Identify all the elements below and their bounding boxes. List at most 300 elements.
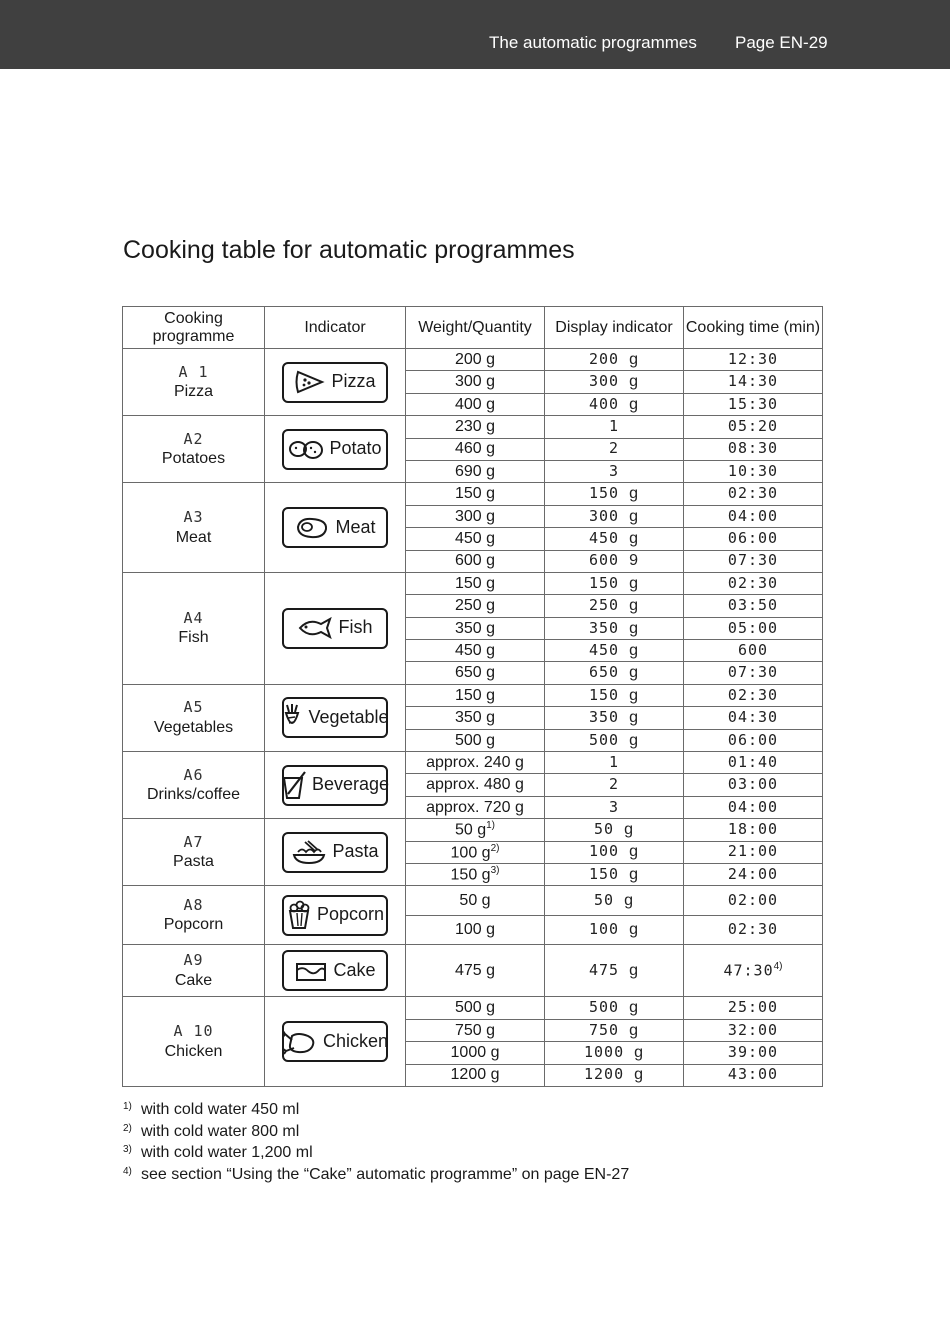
- weight-value: 300 g: [454, 507, 496, 525]
- time-cell: [684, 505, 823, 527]
- footnote: [123, 1161, 629, 1183]
- time-value: 02:30: [727, 685, 779, 704]
- weight-cell: [406, 1019, 545, 1041]
- display-cell: [545, 528, 684, 550]
- indicator-cell: [265, 572, 406, 684]
- programme-cell: [123, 819, 265, 886]
- footnote-mark: 3): [123, 1144, 132, 1155]
- display-cell: [545, 819, 684, 841]
- time-value: 05:00: [727, 618, 779, 637]
- weight-cell: [406, 1042, 545, 1064]
- display-cell: [545, 841, 684, 863]
- weight-value: 400 g: [454, 395, 496, 413]
- indicator-button-cake: [282, 950, 388, 991]
- time-value: 02:30: [727, 573, 779, 592]
- indicator-label: Fish: [338, 617, 373, 638]
- indicator-label: Vegetable: [308, 707, 389, 728]
- cake-icon: [294, 959, 328, 983]
- programme-name: Pizza: [173, 383, 214, 401]
- display-cell: [545, 505, 684, 527]
- time-value: 14:30: [727, 372, 779, 391]
- weight-cell: [406, 863, 545, 885]
- weight-cell: [406, 796, 545, 818]
- display-cell: [545, 550, 684, 572]
- weight-cell: [406, 617, 545, 639]
- vegetable-icon: [281, 703, 303, 733]
- display-unit: g: [629, 865, 639, 883]
- time-value: 43:00: [727, 1065, 779, 1084]
- time-value: 02:30: [727, 484, 779, 503]
- weight-value: 450 g: [454, 641, 496, 659]
- display-unit: g: [629, 921, 639, 939]
- time-cell: [684, 729, 823, 751]
- display-digits: 450: [589, 529, 620, 548]
- display-digits: 250: [589, 596, 620, 615]
- programme-name: Meat: [175, 528, 212, 546]
- weight-value: 475 g: [454, 962, 496, 980]
- table-row: [123, 752, 823, 774]
- display-value: [609, 753, 619, 771]
- display-cell: [545, 707, 684, 729]
- display-digits: 350: [589, 618, 620, 637]
- display-digits: 150: [589, 685, 620, 704]
- display-cell: [545, 416, 684, 438]
- weight-value: 690 g: [454, 462, 496, 480]
- display-cell: [545, 1064, 684, 1086]
- display-unit: g: [629, 530, 639, 548]
- display-value: [589, 484, 639, 502]
- time-cell: [684, 483, 823, 505]
- display-digits: 400: [589, 394, 620, 413]
- display-value: [589, 865, 639, 883]
- display-value: [594, 891, 634, 909]
- table-row: [123, 819, 823, 841]
- column-header-display: Display indicator: [545, 307, 684, 349]
- programme-code: A4: [183, 608, 204, 627]
- column-header-programme: Cooking programme: [123, 307, 265, 349]
- display-digits: 1000: [583, 1043, 625, 1062]
- display-cell: [545, 617, 684, 639]
- footnote: [123, 1139, 629, 1161]
- indicator-cell: [265, 349, 406, 416]
- display-unit: g: [629, 709, 639, 727]
- programme-cell: [123, 684, 265, 751]
- time-cell: [684, 572, 823, 594]
- display-value: [589, 395, 639, 413]
- display-cell: [545, 863, 684, 885]
- display-digits: 450: [589, 640, 620, 659]
- display-unit: g: [629, 731, 639, 749]
- display-digits: 300: [589, 372, 620, 391]
- chicken-icon: [282, 1028, 318, 1056]
- cooking-table: [122, 306, 823, 1087]
- display-cell: [545, 393, 684, 415]
- indicator-label: Pizza: [331, 371, 376, 392]
- time-value: 24:00: [727, 864, 779, 883]
- footnotes: [123, 1096, 629, 1182]
- weight-cell: [406, 550, 545, 572]
- display-value: [589, 998, 639, 1016]
- programme-code: A6: [183, 765, 204, 784]
- display-cell: [545, 1019, 684, 1041]
- display-cell: [545, 915, 684, 945]
- time-value: 32:00: [727, 1020, 779, 1039]
- weight-value: 50 g: [454, 821, 487, 839]
- time-value: 08:30: [727, 439, 779, 458]
- display-digits: 200: [589, 349, 620, 368]
- weight-value: 200 g: [454, 350, 496, 368]
- time-value: 12:30: [727, 349, 779, 368]
- weight-cell: [406, 886, 545, 916]
- display-unit: g: [629, 999, 639, 1017]
- indicator-button-chicken: [282, 1021, 388, 1062]
- time-value: 03:50: [727, 596, 779, 615]
- display-digits: 350: [589, 708, 620, 727]
- weight-cell: [406, 1064, 545, 1086]
- footnote-ref: 1): [486, 820, 496, 832]
- display-unit: g: [629, 350, 639, 368]
- display-cell: [545, 483, 684, 505]
- display-value: [594, 820, 634, 838]
- display-digits: 750: [589, 1020, 620, 1039]
- programme-name: Drinks/coffee: [146, 786, 241, 804]
- indicator-cell: [265, 684, 406, 751]
- time-cell: [684, 371, 823, 393]
- meat-icon: [294, 515, 330, 541]
- footnote-ref: 4): [773, 961, 783, 973]
- display-value: [589, 641, 639, 659]
- programme-cell: [123, 483, 265, 573]
- weight-value: 450 g: [454, 530, 496, 548]
- weight-cell: [406, 505, 545, 527]
- table-row: [123, 886, 823, 916]
- display-cell: [545, 796, 684, 818]
- weight-cell: [406, 841, 545, 863]
- footnote: [123, 1118, 629, 1140]
- indicator-button-pasta: [282, 832, 388, 873]
- display-unit: g: [629, 574, 639, 592]
- programme-code: A7: [183, 832, 204, 851]
- pasta-icon: [291, 839, 327, 865]
- display-digits: 3: [608, 797, 620, 816]
- indicator-label: Cake: [333, 959, 376, 980]
- time-cell: [684, 617, 823, 639]
- weight-value: 600 g: [454, 552, 496, 570]
- indicator-button-pizza: [282, 362, 388, 403]
- indicator-label: Chicken: [322, 1030, 389, 1051]
- time-cell: [684, 684, 823, 706]
- weight-value: approx. 480 g: [426, 776, 524, 794]
- time-value: 02:00: [727, 890, 779, 909]
- programme-name: Vegetables: [153, 718, 234, 736]
- display-cell: [545, 572, 684, 594]
- display-unit: g: [634, 1066, 645, 1084]
- display-digits: 50: [594, 820, 615, 839]
- display-unit: g: [629, 843, 639, 861]
- display-cell: [545, 997, 684, 1019]
- header-page-number: Page EN-29: [735, 33, 828, 52]
- weight-value: 500 g: [454, 731, 496, 749]
- footnote-ref: 3): [490, 865, 500, 877]
- display-digits: 600: [589, 551, 620, 570]
- weight-cell: [406, 393, 545, 415]
- weight-cell: [406, 774, 545, 796]
- weight-value: 300 g: [454, 373, 496, 391]
- time-cell: [684, 1019, 823, 1041]
- display-cell: [545, 945, 684, 997]
- time-cell: [684, 915, 823, 945]
- indicator-label: Meat: [335, 516, 376, 537]
- display-value: [589, 1021, 639, 1039]
- display-value: [589, 507, 639, 525]
- display-unit: g: [629, 619, 639, 637]
- weight-value: 650 g: [454, 664, 496, 682]
- weight-value: 50 g: [459, 891, 491, 909]
- column-header-weight: Weight/Quantity: [406, 307, 545, 349]
- display-digits: 1: [608, 417, 620, 436]
- weight-value: 1200 g: [450, 1066, 500, 1084]
- time-value: 07:30: [727, 551, 779, 570]
- weight-value: 230 g: [454, 418, 496, 436]
- page-title: Cooking table for automatic programmes: [123, 236, 575, 264]
- time-cell: [684, 528, 823, 550]
- display-cell: [545, 752, 684, 774]
- time-cell: [684, 1064, 823, 1086]
- time-cell: [684, 460, 823, 482]
- weight-cell: [406, 707, 545, 729]
- weight-cell: [406, 662, 545, 684]
- weight-cell: [406, 572, 545, 594]
- display-unit: g: [629, 507, 639, 525]
- display-unit: 9: [629, 552, 639, 570]
- footnote-mark: 1): [123, 1101, 132, 1112]
- display-cell: [545, 640, 684, 662]
- indicator-cell: [265, 483, 406, 573]
- programme-cell: [123, 349, 265, 416]
- weight-value: 1000 g: [450, 1044, 500, 1062]
- programme-cell: [123, 886, 265, 945]
- indicator-cell: [265, 416, 406, 483]
- weight-value: 350 g: [454, 619, 496, 637]
- weight-value: 250 g: [454, 597, 496, 615]
- table-row: [123, 416, 823, 438]
- weight-cell: [406, 915, 545, 945]
- footnote-text: with cold water 1,200 ml: [141, 1144, 313, 1161]
- display-cell: [545, 886, 684, 916]
- indicator-button-popcorn: [282, 895, 388, 936]
- weight-cell: [406, 752, 545, 774]
- display-unit: g: [629, 485, 639, 503]
- footnote-mark: 2): [123, 1122, 132, 1134]
- display-digits: 150: [589, 864, 620, 883]
- potato-icon: [288, 437, 324, 461]
- time-cell: [684, 997, 823, 1019]
- time-value: 15:30: [727, 394, 779, 413]
- indicator-button-meat: [282, 507, 388, 548]
- programme-cell: [123, 752, 265, 819]
- weight-cell: [406, 729, 545, 751]
- programme-cell: [123, 416, 265, 483]
- weight-value: 350 g: [454, 709, 496, 727]
- display-digits: 3: [608, 461, 620, 480]
- time-value: 18:00: [727, 820, 779, 839]
- footnote-text: see section “Using the “Cake” automatic programme” on page EN-27: [141, 1165, 630, 1183]
- table-row: [123, 945, 823, 997]
- weight-cell: [406, 460, 545, 482]
- weight-cell: [406, 595, 545, 617]
- weight-value: approx. 720 g: [426, 798, 524, 816]
- indicator-cell: [265, 945, 406, 997]
- time-cell: [684, 945, 823, 997]
- display-value: [584, 1043, 644, 1061]
- display-unit: g: [624, 821, 634, 839]
- footnote-text: with cold water 800 ml: [141, 1122, 300, 1140]
- programme-code: A9: [183, 951, 204, 970]
- display-unit: g: [629, 597, 639, 615]
- table-row: [123, 483, 823, 505]
- weight-cell: [406, 349, 545, 371]
- programme-cell: [123, 997, 265, 1087]
- weight-cell: [406, 819, 545, 841]
- indicator-label: Potato: [329, 438, 382, 459]
- display-value: [589, 708, 639, 726]
- display-digits: 300: [589, 506, 620, 525]
- time-value: 600: [737, 640, 769, 659]
- weight-value: 460 g: [454, 440, 496, 458]
- header-section-title: The automatic programmes: [489, 33, 697, 52]
- table-row: [123, 997, 823, 1019]
- time-cell: [684, 886, 823, 916]
- weight-value: 150 g: [454, 574, 496, 592]
- time-value: 04:00: [727, 797, 779, 816]
- indicator-label: Pasta: [332, 841, 379, 862]
- programme-cell: [123, 945, 265, 997]
- display-cell: [545, 349, 684, 371]
- programme-cell: [123, 572, 265, 684]
- time-cell: [684, 863, 823, 885]
- weight-cell: [406, 640, 545, 662]
- weight-cell: [406, 997, 545, 1019]
- indicator-cell: [265, 886, 406, 945]
- display-value: [609, 417, 619, 435]
- display-value: [589, 842, 639, 860]
- weight-value: approx. 240 g: [426, 753, 524, 771]
- column-header-time: Cooking time (min): [684, 307, 823, 349]
- time-cell: [684, 707, 823, 729]
- display-unit: g: [629, 686, 639, 704]
- display-digits: 650: [589, 663, 620, 682]
- time-value: 47:30: [723, 961, 774, 980]
- display-value: [589, 574, 639, 592]
- time-cell: [684, 416, 823, 438]
- weight-value: 100 g: [450, 844, 491, 862]
- display-unit: g: [629, 395, 639, 413]
- display-value: [589, 350, 639, 368]
- time-cell: [684, 640, 823, 662]
- programme-name: Potatoes: [161, 450, 226, 468]
- time-value: 04:00: [727, 506, 779, 525]
- display-digits: 100: [589, 920, 620, 939]
- display-digits: 150: [589, 484, 620, 503]
- programme-name: Fish: [178, 629, 209, 647]
- page-header: [0, 0, 950, 69]
- display-value: [589, 920, 639, 938]
- time-cell: [684, 393, 823, 415]
- footnote-text: with cold water 450 ml: [141, 1101, 300, 1118]
- programme-code: A5: [183, 698, 204, 717]
- display-value: [609, 775, 619, 793]
- display-digits: 2: [608, 439, 620, 458]
- indicator-button-vegetable: [282, 697, 388, 738]
- time-cell: [684, 774, 823, 796]
- display-cell: [545, 371, 684, 393]
- programme-code: A 10: [173, 1022, 214, 1041]
- time-value: 10:30: [727, 461, 779, 480]
- display-value: [589, 619, 639, 637]
- display-digits: 2: [608, 775, 620, 794]
- display-value: [589, 551, 639, 569]
- programme-name: Pasta: [173, 853, 214, 871]
- indicator-button-beverage: [282, 765, 388, 806]
- time-cell: [684, 595, 823, 617]
- weight-value: 100 g: [454, 921, 496, 939]
- display-unit: g: [629, 664, 639, 682]
- display-cell: [545, 595, 684, 617]
- fish-icon: [297, 616, 333, 640]
- weight-value: 150 g: [454, 485, 496, 503]
- time-cell: [684, 752, 823, 774]
- weight-value: 150 g: [454, 686, 496, 704]
- display-value: [589, 686, 639, 704]
- weight-value: 150 g: [450, 866, 491, 884]
- time-cell: [684, 349, 823, 371]
- display-digits: 1200: [583, 1065, 625, 1084]
- weight-cell: [406, 371, 545, 393]
- weight-cell: [406, 416, 545, 438]
- display-digits: 475: [589, 961, 620, 980]
- programme-name: Chicken: [164, 1042, 223, 1060]
- display-unit: g: [624, 891, 634, 909]
- weight-value: 750 g: [454, 1021, 496, 1039]
- display-digits: 500: [589, 998, 620, 1017]
- time-cell: [684, 662, 823, 684]
- display-cell: [545, 460, 684, 482]
- programme-name: Popcorn: [163, 916, 224, 934]
- time-value: 03:00: [727, 775, 779, 794]
- weight-cell: [406, 945, 545, 997]
- display-value: [609, 462, 619, 480]
- time-value: 07:30: [727, 663, 779, 682]
- display-value: [589, 663, 639, 681]
- table-header-row: [123, 307, 823, 349]
- table-row: [123, 572, 823, 594]
- programme-code: A8: [183, 895, 204, 914]
- time-cell: [684, 819, 823, 841]
- time-cell: [684, 438, 823, 460]
- time-cell: [684, 550, 823, 572]
- time-value: 01:40: [727, 752, 779, 771]
- indicator-cell: [265, 752, 406, 819]
- display-value: [589, 372, 639, 390]
- time-value: 02:30: [727, 920, 779, 939]
- display-cell: [545, 684, 684, 706]
- footnote: [123, 1096, 629, 1118]
- display-cell: [545, 662, 684, 684]
- weight-cell: [406, 528, 545, 550]
- programme-code: A3: [183, 508, 204, 527]
- display-value: [589, 529, 639, 547]
- display-unit: g: [629, 641, 639, 659]
